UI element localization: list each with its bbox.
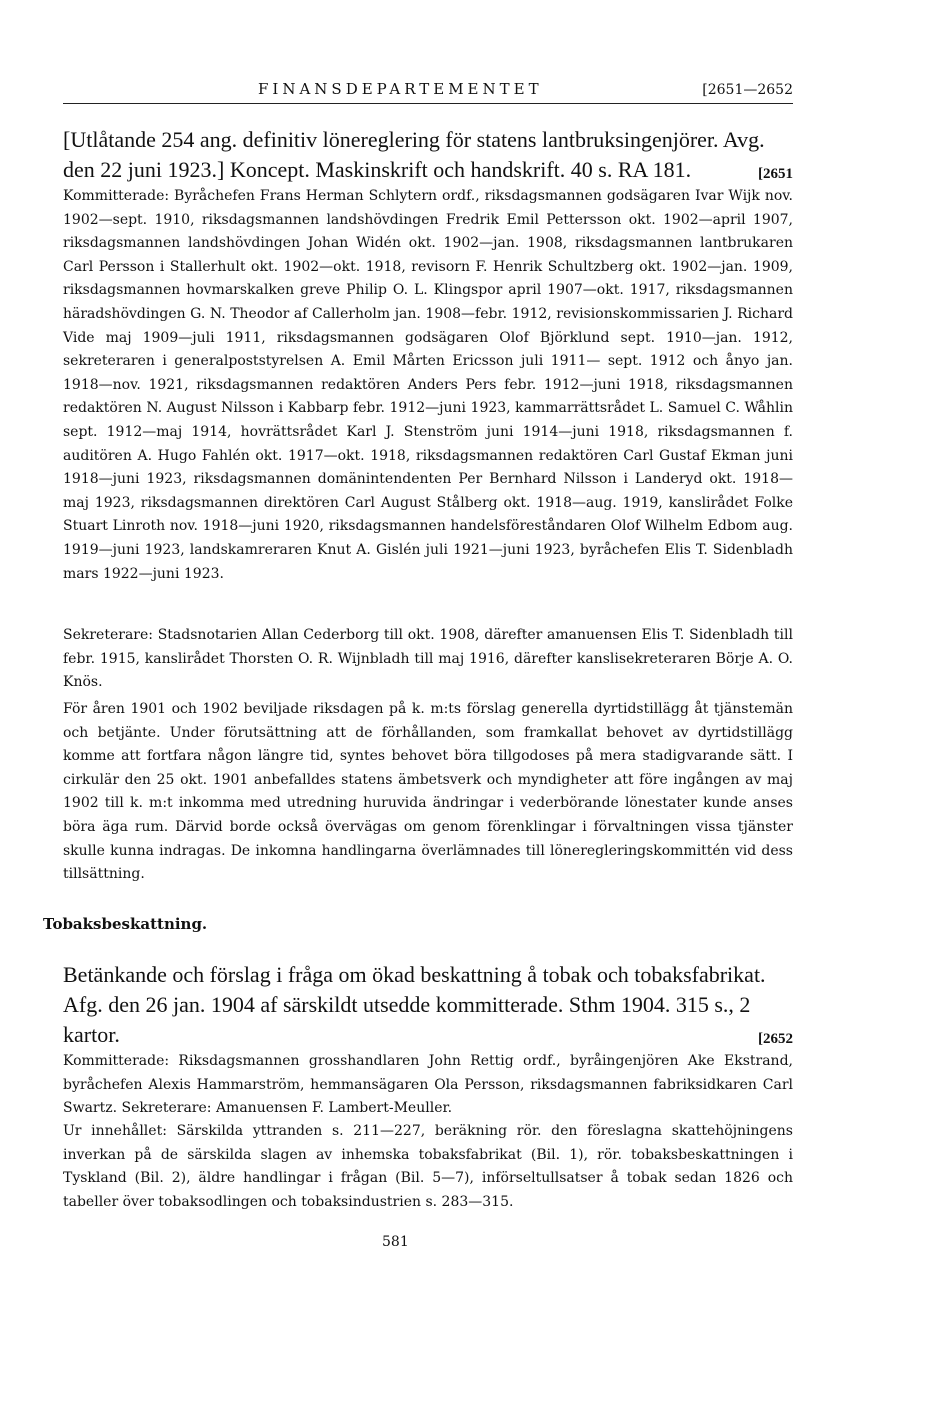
entry-number: [2652	[758, 1031, 793, 1047]
running-head: FINANSDEPARTEMENTET	[258, 80, 543, 98]
entry-title-2652	[63, 960, 793, 1054]
page-number: 581	[382, 1234, 409, 1250]
entry-number: [2651	[758, 166, 793, 182]
sekreterare-paragraph: Sekreterare: Stadsnotarien Allan Cederborg till okt. 1908, därefter amanuensen Elis T. Sidenbladh till febr. 1915, kanslirådet Thorsten O. R. Wijnbladh till maj 1916, därefter kanslisekreteraren Börje A. O. Knös.	[63, 627, 793, 691]
section-heading: Tobaksbeskattning.	[43, 915, 208, 933]
page-range: [2651—2652	[702, 82, 793, 98]
entry-title-text: [Utlåtande 254 ang. definitiv lönereglering för statens lantbruksingenjörer. Avg. den 22 juni 1923.] Koncept. Maskinskrift och handskrift. 40 s. RA 181.	[63, 127, 765, 182]
entry-title-2651	[63, 125, 793, 189]
entry-title-text: Betänkande och förslag i fråga om ökad beskattning å tobak och tobaksfabrikat. Afg. den 26 jan. 1904 af särskildt utsedde kommitterade. Sthm 1904. 315 s., 2 kartor.	[63, 962, 766, 1047]
header-rule	[63, 103, 793, 104]
kommitterade-paragraph: Kommitterade: Riksdagsmannen grosshandlaren John Rettig ordf., byråingenjören Ake Ekstrand, byråchefen Alexis Hammarström, hemmansägaren Ola Persson, riksdagsmannen fabriksidkaren Carl Swartz. Sekreterare: Amanuensen F. Lambert-Meuller.	[63, 1053, 793, 1117]
body-paragraph: För åren 1901 och 1902 beviljade riksdagen på k. m:ts förslag generella dyrtidstillägg åt tjänstemän och betjänte. Under förutsättning att de förhållanden, som framkallat behovet av dyrtidstillägg komme att fortfara någon längre tid, syntes behovet böra tillgodoses på mera stadigvarande sätt. I cirkulär den 25 okt. 1901 anbefalldes statens ämbetsverk och myndigheter att före ingången av maj 1902 till k. m:t inkomma med utredning huruvida ändringar i vederbörande lönestater kunde anses böra äga rum. Därvid borde också övervägas om genom förenklingar i förvaltningen vissa tjänster skulle kunna indragas. De inkomna handlingarna överlämnades till löneregleringskommittén vid dess tillsättning.	[63, 701, 793, 883]
innehall-paragraph: Ur innehållet: Särskilda yttranden s. 211—227, beräkning rör. den föreslagna skattehöjningens inverkan på de särskilda slagen av inhemska tobaksfabrikat (Bil. 1), rör. tobaksbeskattningen i Tyskland (Bil. 2), äldre handlingar i frågan (Bil. 5—7), införseltullsatser å tobak sedan 1826 och tabeller över tobaksodlingen och tobaksindustrien s. 283—315.	[63, 1123, 793, 1210]
kommitterade-paragraph: Kommitterade: Byråchefen Frans Herman Schlytern ordf., riksdagsmannen godsägaren Ivar Wijk nov. 1902—sept. 1910, riksdagsmannen landshövdingen Fredrik Emil Pettersson okt. 1902—april 1907, riksdagsmannen landshövdingen Johan Widén okt. 1902—jan. 1908, riksdagsmannen lantbrukaren Carl Persson i Stallerhult okt. 1902—okt. 1918, revisorn F. Henrik Schultzberg okt. 1902—jan. 1909, riksdagsmannen hovmarskalken greve Philip O. L. Klingspor april 1907—okt. 1917, riksdagsmannen häradshövdingen G. N. Theodor af Callerholm jan. 1908—febr. 1912, revisionskommissarien J. Richard Vide maj 1909—juli 1911, riksdagsmannen godsägaren Olof Björklund sept. 1910—jan. 1912, sekreteraren i generalpoststyrelsen A. Emil Mårten Ericsson juli 1911— sept. 1912 och ånyo jan. 1918—nov. 1921, riksdagsmannen redaktören Anders Pers febr. 1912—juni 1918, riksdagsmannen redaktören N. August Nilsson i Kabbarp febr. 1912—juni 1923, kammarrättsrådet L. Samuel C. Wåhlin sept. 1912—maj 1914, hovrättsrådet Karl J. Stenström juni 1914—juni 1918, riksdagsmannen f. auditören A. Hugo Fahlén okt. 1917—okt. 1918, riksdagsmannen redaktören Carl Gustaf Ekman juni 1918—juni 1923, riksdagsmannen domänintendenten Per Bernhard Nilsson i Landeryd okt. 1918—maj 1923, riksdagsmannen direktören Carl August Stålberg okt. 1918—aug. 1919, kanslirådet Folke Stuart Linroth nov. 1918—juni 1920, riksdagsmannen handelsföreståndaren Olof Wilhelm Edbom aug. 1919—juni 1923, landskamreraren Knut A. Gislén juli 1921—juni 1923, byråchefen Elis T. Sidenbladh mars 1922—juni 1923.	[63, 188, 793, 582]
